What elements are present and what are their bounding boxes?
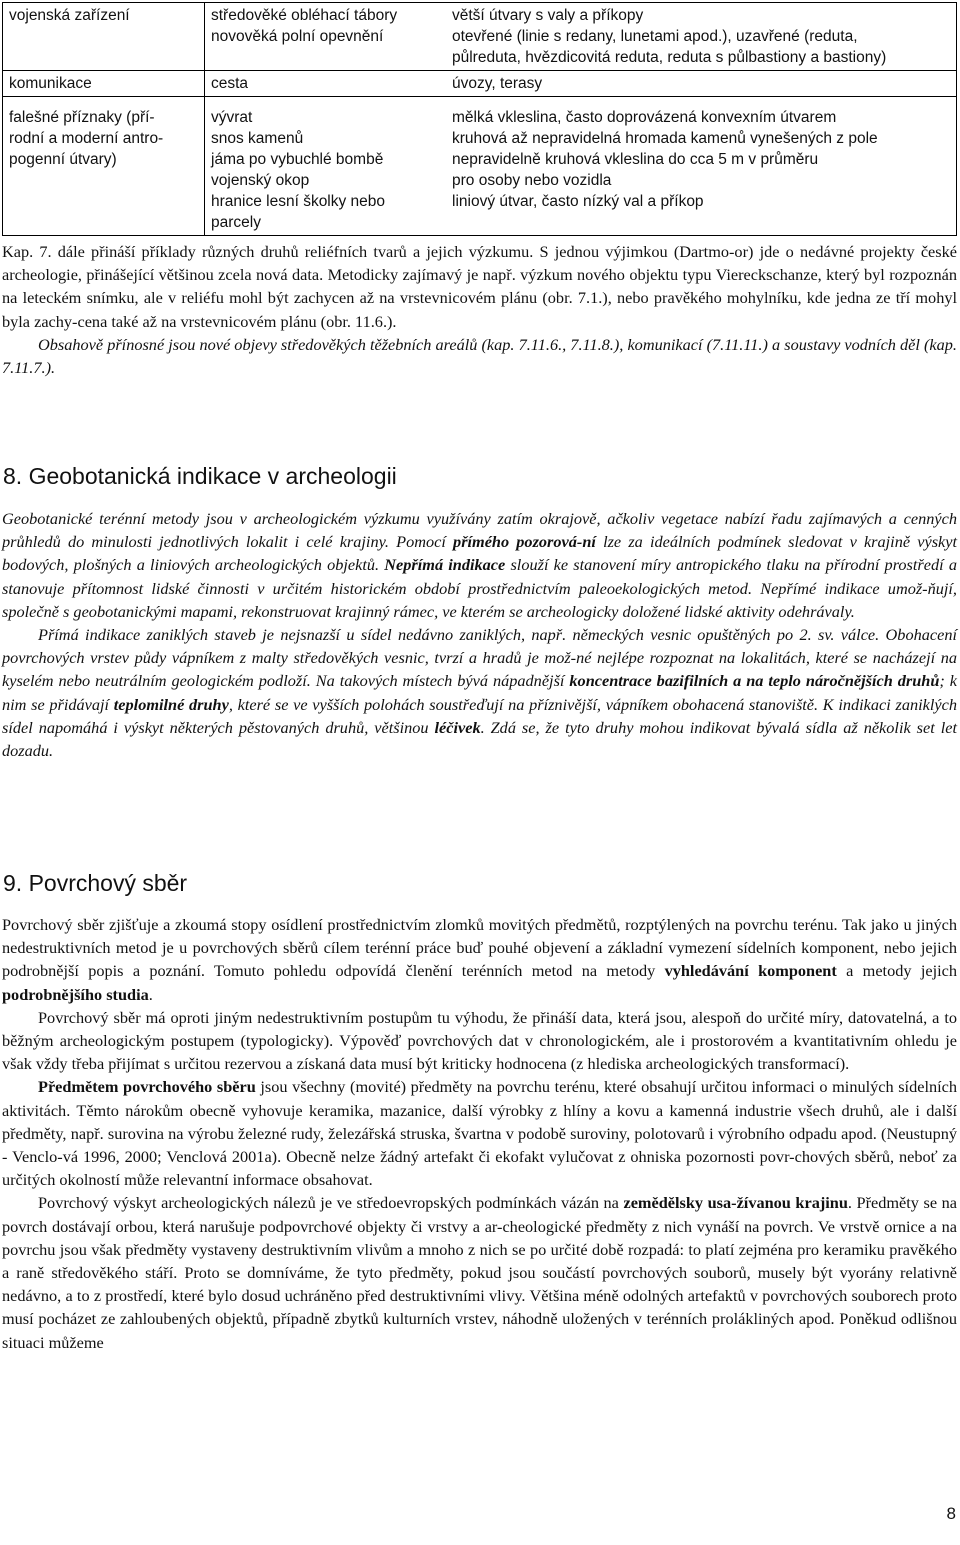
category-line: pogenní útvary): [9, 151, 117, 168]
section-heading: 9. Povrchový sběr: [3, 870, 188, 896]
descriptions-cell: [446, 3, 957, 71]
description-line: nepravidelně kruhová vkleslina do cca 5 m v průměru: [452, 151, 819, 168]
paragraph: Kap. 7. dále přináší příklady různých druhů reliéfních tvarů a jejich výzkumu. S jednou výjimkou (Dartmo-or) jde o nedávné projekty české archeologie, přinášející většinou zcela nová data. Metodicky zajímavý je např. výzkum nového objektu typu Viereckschanze, který byl rozpoznán na leteckém snímku, ale v reliéfu mohl být zachycen až na vrstevnicovém plánu (obr. 7.1.), nebo pravěkého mohylníku, kde jedna ze tří mohyl byla zachy-cena také až na vrstevnicovém plánu (obr. 11.6.).: [2, 242, 957, 331]
page-number: 8: [946, 1504, 956, 1523]
description-line: mělká vkleslina, často doprovázená konvexním útvarem: [452, 109, 837, 126]
category-cell: [3, 97, 205, 236]
item-line: středověké obléhací tábory: [211, 7, 398, 24]
item-line: novověká polní opevnění: [211, 28, 384, 45]
items-cell: [205, 71, 447, 97]
description-line: půlreduta, hvězdicovitá reduta, reduta s půlbastiony a bastiony): [452, 49, 887, 66]
paragraph: Předmětem povrchového sběru jsou všechny (movité) předměty na povrchu terénu, které obsahují určitou informaci o minulých sídelních aktivitách. Těmto nárokům obecně vyhovuje keramika, mazanice, další výrobky z hlíny a kovu a kamenná industrie všech druhů, ale i další předměty, např. surovina na výrobu železné rudy, železářská struska, švartna v podobě suroviny, polotovarů i výrobního odpadu apod. (Neustupný - Venclo-vá 1996, 2000; Venclová 2001a). Obecně nelze žádný artefakt či ekofakt vylučovat z ohniska pozornosti povr-chových sběrů, neboť za určitých okolností může relevantní informace obsahovat.: [2, 1077, 958, 1190]
item-line: jáma po vybuchlé bombě: [211, 151, 384, 168]
paragraph: Povrchový sběr zjišťuje a zkoumá stopy osídlení prostřednictvím zlomků movitých předmětů, rozptýlených na povrchu terénu. Tak jako u jiných nedestruktivních metod je u povrchových sběrů cílem terénní práce buď pouhé objevení a základní vymezení sídelních komponent, nebo jejich podrobnější popis a poznání. Tomuto pohledu odpovídá členění terénních metod na metody vyhledávání komponent a metody jejich podrobnějšího studia.: [2, 915, 957, 1004]
item-line: vývrat: [211, 109, 253, 126]
paragraph: Geobotanické terénní metody jsou v archeologickém výzkumu využívány zatím okrajově, ačkoliv vegetace nabízí řadu zajímavých a cenných průhledů do minulosti jednotlivých lokalit i celé krajiny. Pomocí přímého pozorová-ní lze za ideálních podmínek sledovat v krajině výskyt bodových, plošných a liniových archeologických objektů. Nepřímá indikace slouží ke stanovení míry antropického tlaku na přírodní prostředí a stanovuje přítomnost lidské činnosti v určitém historickém období prostřednictvím paleoekologických metod. Nepřímé indikace umož-ňují, společně s geobotanickými mapami, rekonstruovat krajinný rámec, ve kterém se archeologicky doložené lidské aktivity odehrávaly.: [2, 509, 958, 621]
section8-body: [2, 507, 957, 762]
chapter7-summary: [2, 240, 957, 379]
description-line: větší útvary s valy a příkopy: [452, 7, 644, 24]
section9-body: [2, 913, 957, 1354]
terms-table: [2, 2, 957, 236]
item-line: parcely: [211, 214, 261, 231]
category-line: komunikace: [9, 75, 92, 92]
items-cell: [205, 3, 447, 71]
description-line: liniový útvar, často nízký val a příkop: [452, 193, 704, 210]
item-line: cesta: [211, 75, 249, 92]
descriptions-cell: [446, 97, 957, 236]
description-line: kruhová až nepravidelná hromada kamenů vynešených z pole: [452, 130, 878, 147]
paragraph: Povrchový výskyt archeologických nálezů je ve středoevropských podmínkách vázán na zemědělsky usa-žívanou krajinu. Předměty se na povrch dostávají orbou, která narušuje podpovrchové objekty či vrstvy a ar-cheologické předměty z nich vynáší na povrch. Ve vrstvě ornice a na povrchu jsou však předměty vystaveny destruktivním vlivům a mnoho z nich se po určité době rozpadá: to platí zejména pro keramiku pravěkého a raně středověkého stáří. Proto se domníváme, že tyto předměty, pokud jsou součástí povrchových souborů, musely být vyorány relativně nedávno, a to z prostředí, které bylo dosud uchráněno před destruktivními vlivy. Většina méně odolných artefaktů v povrchových souborech proto musí pocházet ze zahloubených objektů, případně zbytků kulturních vrstev, náhodně uložených v terénních prolákliných apod. Poněkud odlišnou situaci můžeme: [2, 1193, 958, 1352]
descriptions-cell: [446, 71, 957, 97]
item-line: hranice lesní školky nebo: [211, 193, 386, 210]
category-cell: [3, 71, 205, 97]
paragraph: Obsahově přínosné jsou nové objevy středověkých těžebních areálů (kap. 7.11.6., 7.11.8.), komunikací (7.11.11.) a soustavy vodních děl (kap. 7.11.7.).: [2, 334, 957, 378]
description-line: pro osoby nebo vozidla: [452, 172, 612, 189]
section-heading: 8. Geobotanická indikace v archeologii: [3, 463, 397, 489]
paragraph: Povrchový sběr má oproti jiným nedestruktivním postupům tu výhodu, že přináší data, která jsou, alespoň do určité míry, datovatelná, a to běžným archeologickým postupem (typologicky). Výpověď povrchových dat v chronologickém, ale i prostorovém a kvantitativním ohledu je však vždy třeba přijímat s určitou rezervou a získaná data musí být kriticky hodnocena (z hlediska archeologických transformací).: [2, 1007, 957, 1074]
paragraph: Přímá indikace zaniklých staveb je nejsnazší u sídel nedávno zaniklých, např. německých vesnic opuštěných po 2. sv. válce. Obohacení povrchových vrstev půdy vápníkem z malty středověkých vesnic, tvrzí a hradů je mož-né nejlépe rozpoznat na lokalitách, které se nacházejí na kyselém nebo neutrálním geologickém podloží. Na takových místech bývá nápadnější koncentrace bazifilních a na teplo náročnějších druhů; k nim se přidávají teplomilné druhy, které se ve vyšších polohách soustřeďují na příznivější, vápníkem obohacená stanoviště. K indikaci zaniklých sídel napomáhá i výskyt některých pěstovaných druhů, většinou léčivek. Zdá se, že tyto druhy mohou indikovat bývalá sídla až několik set let dozadu.: [2, 625, 957, 761]
category-line: vojenská zařízení: [9, 7, 130, 24]
category-line: rodní a moderní antro-: [9, 130, 164, 147]
items-cell: [205, 97, 447, 236]
description-line: otevřené (linie s redany, lunetami apod.), uzavřené (reduta,: [452, 28, 858, 45]
item-line: snos kamenů: [211, 130, 304, 147]
item-line: vojenský okop: [211, 172, 310, 189]
description-line: úvozy, terasy: [452, 75, 543, 92]
category-line: falešné příznaky (pří-: [9, 109, 155, 126]
category-cell: [3, 3, 205, 71]
